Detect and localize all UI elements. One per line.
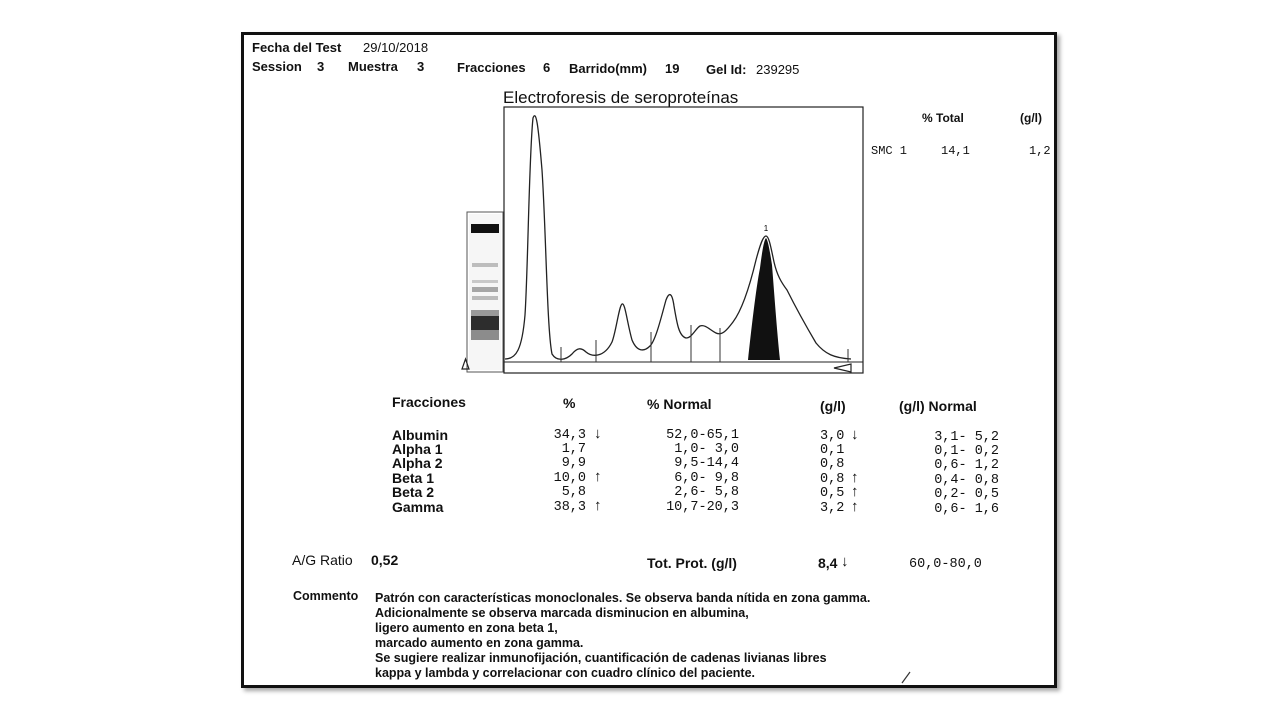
row-name-albumin: Albumin — [392, 427, 448, 443]
comment-label: Commento — [293, 589, 359, 603]
row-gl: 0,5 — [820, 486, 845, 501]
gel-band-albumin — [471, 224, 499, 233]
row-pct: 34,3 — [553, 428, 586, 443]
ag-ratio-label: A/G Ratio — [292, 552, 353, 568]
row-pct: 1,7 — [561, 442, 586, 457]
smc-total-header: % Total — [922, 111, 964, 125]
col-header-fracciones: Fracciones — [392, 394, 466, 410]
tot-prot-value: 8,4 — [818, 555, 838, 571]
row-pct: 9,9 — [561, 456, 586, 471]
row-gl-flag-icon: ↓ — [851, 426, 859, 443]
fraction-separators — [561, 325, 848, 362]
row-pct-flag-icon: ↓ — [594, 425, 602, 442]
report-document — [241, 32, 1057, 688]
session-value: 3 — [317, 59, 325, 74]
comment-line: marcado aumento en zona gamma. — [375, 636, 584, 650]
scan-end-marker-icon — [834, 364, 851, 372]
densitometry-trace — [505, 116, 851, 360]
gel-band-beta — [472, 287, 498, 292]
fecha-value: 29/10/2018 — [363, 40, 429, 55]
row-gl: 3,0 — [820, 429, 845, 444]
gel-id-value: 239295 — [756, 62, 800, 77]
row-gl-flag-icon: ↑ — [851, 483, 859, 500]
fracciones-value: 6 — [543, 60, 551, 75]
comment-line: kappa y lambda y correlacionar con cuadro clínico del paciente. — [375, 666, 755, 680]
gel-band-alpha — [472, 263, 498, 267]
row-gl-flag-icon: ↑ — [851, 469, 859, 486]
row-gl-flag-icon: ↑ — [851, 498, 859, 515]
comment-line: Se sugiere realizar inmunofijación, cuantificación de cadenas livianas libres — [375, 651, 827, 665]
ag-ratio-value: 0,52 — [371, 552, 399, 568]
tot-prot-label: Tot. Prot. (g/l) — [647, 555, 737, 571]
row-pct-normal: 9,5-14,4 — [674, 456, 739, 471]
tot-prot-normal: 60,0-80,0 — [909, 557, 982, 572]
row-gl-normal: 0,6- 1,2 — [934, 458, 999, 473]
row-gl-normal: 3,1- 5,2 — [934, 430, 999, 445]
row-pct-normal: 2,6- 5,8 — [674, 485, 739, 500]
barrido-label: Barrido(mm) — [569, 61, 648, 76]
row-pct-normal: 6,0- 9,8 — [674, 471, 739, 486]
comment-line: Patrón con características monoclonales. Se observa banda nítida en zona gamma. — [375, 591, 871, 605]
row-pct-normal: 52,0-65,1 — [666, 428, 739, 443]
row-gl: 0,1 — [820, 443, 845, 458]
muestra-value: 3 — [417, 59, 425, 74]
row-name-beta1: Beta 1 — [392, 470, 435, 486]
comment-line: ligero aumento en zona beta 1, — [375, 621, 558, 635]
row-gl: 0,8 — [820, 472, 845, 487]
row-gl-normal: 0,2- 0,5 — [934, 487, 999, 502]
monoclonal-band-fill — [748, 238, 780, 360]
row-gl-normal: 0,4- 0,8 — [934, 473, 999, 488]
plot-frame — [504, 107, 863, 373]
row-pct-flag-icon: ↑ — [594, 468, 602, 485]
row-pct-normal: 1,0- 3,0 — [674, 442, 739, 457]
fecha-label: Fecha del Test — [252, 40, 342, 55]
gel-id-label: Gel Id: — [706, 62, 747, 77]
smc-label: SMC 1 — [871, 144, 908, 158]
row-name-alpha2: Alpha 2 — [392, 455, 443, 471]
row-pct-normal: 10,7-20,3 — [666, 500, 739, 515]
chart-title: Electroforesis de seroproteínas — [503, 88, 739, 107]
muestra-label: Muestra — [348, 59, 398, 74]
barrido-value: 19 — [665, 61, 680, 76]
row-name-beta2: Beta 2 — [392, 484, 435, 500]
row-gl: 0,8 — [820, 457, 845, 472]
row-pct: 10,0 — [553, 471, 586, 486]
row-pct: 5,8 — [561, 485, 586, 500]
row-gl-normal: 0,1- 0,2 — [934, 444, 999, 459]
session-label: Session — [252, 59, 302, 74]
pen-mark — [899, 669, 913, 685]
row-name-gamma: Gamma — [392, 499, 444, 515]
smc-total-value: 14,1 — [941, 144, 970, 158]
row-pct: 38,3 — [553, 500, 586, 515]
row-pct-flag-icon: ↑ — [594, 497, 602, 514]
col-header-pct-normal: % Normal — [647, 396, 712, 412]
gel-band-gamma — [471, 316, 499, 330]
col-header-gl: (g/l) — [820, 398, 846, 414]
gel-strip — [462, 212, 503, 372]
comment-line: Adicionalmente se observa marcada disminucion en albumina, — [375, 606, 749, 620]
comment-text — [375, 591, 870, 681]
smc-gl-value: 1,2 — [1029, 144, 1051, 158]
row-gl-normal: 0,6- 1,6 — [934, 502, 999, 517]
peak-label: 1 — [763, 224, 769, 233]
tot-prot-flag-icon: ↓ — [841, 553, 849, 570]
row-name-alpha1: Alpha 1 — [392, 441, 443, 457]
row-gl: 3,2 — [820, 501, 845, 516]
fracciones-label: Fracciones — [457, 60, 526, 75]
electrophoresis-chart — [454, 100, 874, 380]
col-header-gl-normal: (g/l) Normal — [899, 398, 977, 414]
col-header-pct: % — [563, 395, 576, 411]
smc-gl-header: (g/l) — [1020, 111, 1042, 125]
